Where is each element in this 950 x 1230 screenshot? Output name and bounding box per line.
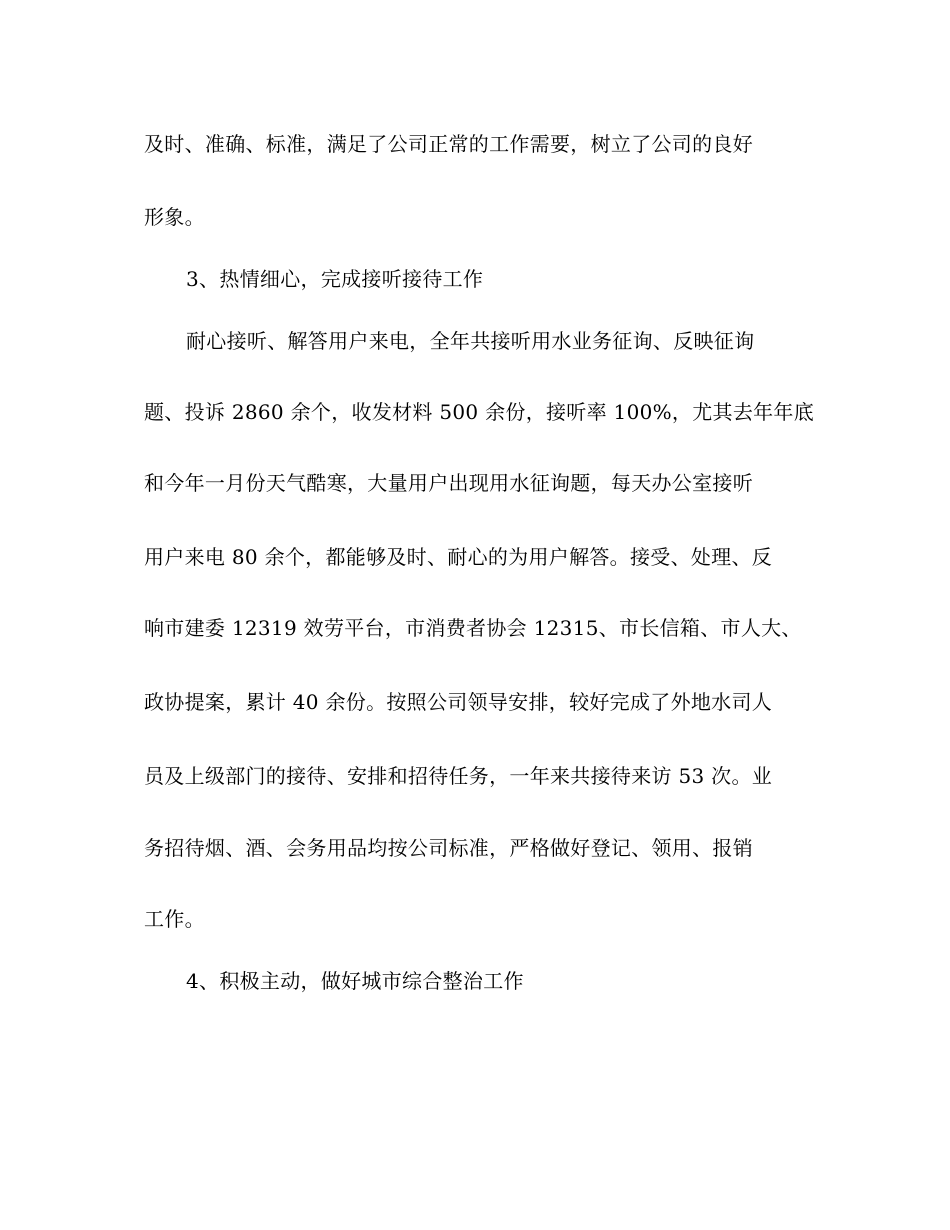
body-text-line: 及时、准确、标准，满足了公司正常的工作需要，树立了公司的良好 [144,132,753,156]
section-heading: 4、积极主动，做好城市综合整治工作 [186,969,524,993]
body-text-line: 题、投诉 2860 余个，收发材料 500 余份，接听率 100%，尤其去年年底 [144,400,815,424]
body-text-line: 响市建委 12319 效劳平台，市消费者协会 12315、市长信箱、市人大、 [144,616,802,640]
section-heading: 3、热情细心，完成接听接待工作 [186,267,484,291]
body-text-line: 形象。 [144,205,205,229]
body-text-line: 耐心接听、解答用户来电，全年共接听用水业务征询、反映征询 [186,329,755,353]
body-text-line: 和今年一月份天气酷寒，大量用户出现用水征询题，每天办公室接听 [144,471,753,495]
body-text-line: 员及上级部门的接待、安排和招待任务，一年来共接待来访 53 次。业 [144,764,773,788]
body-text-line: 务招待烟、酒、会务用品均按公司标准，严格做好登记、领用、报销 [144,836,753,860]
body-text-line: 政协提案，累计 40 余份。按照公司领导安排，较好完成了外地水司人 [144,690,773,714]
body-text-line: 工作。 [144,907,205,931]
body-text-line: 用户来电 80 余个，都能够及时、耐心的为用户解答。接受、处理、反 [144,545,773,569]
